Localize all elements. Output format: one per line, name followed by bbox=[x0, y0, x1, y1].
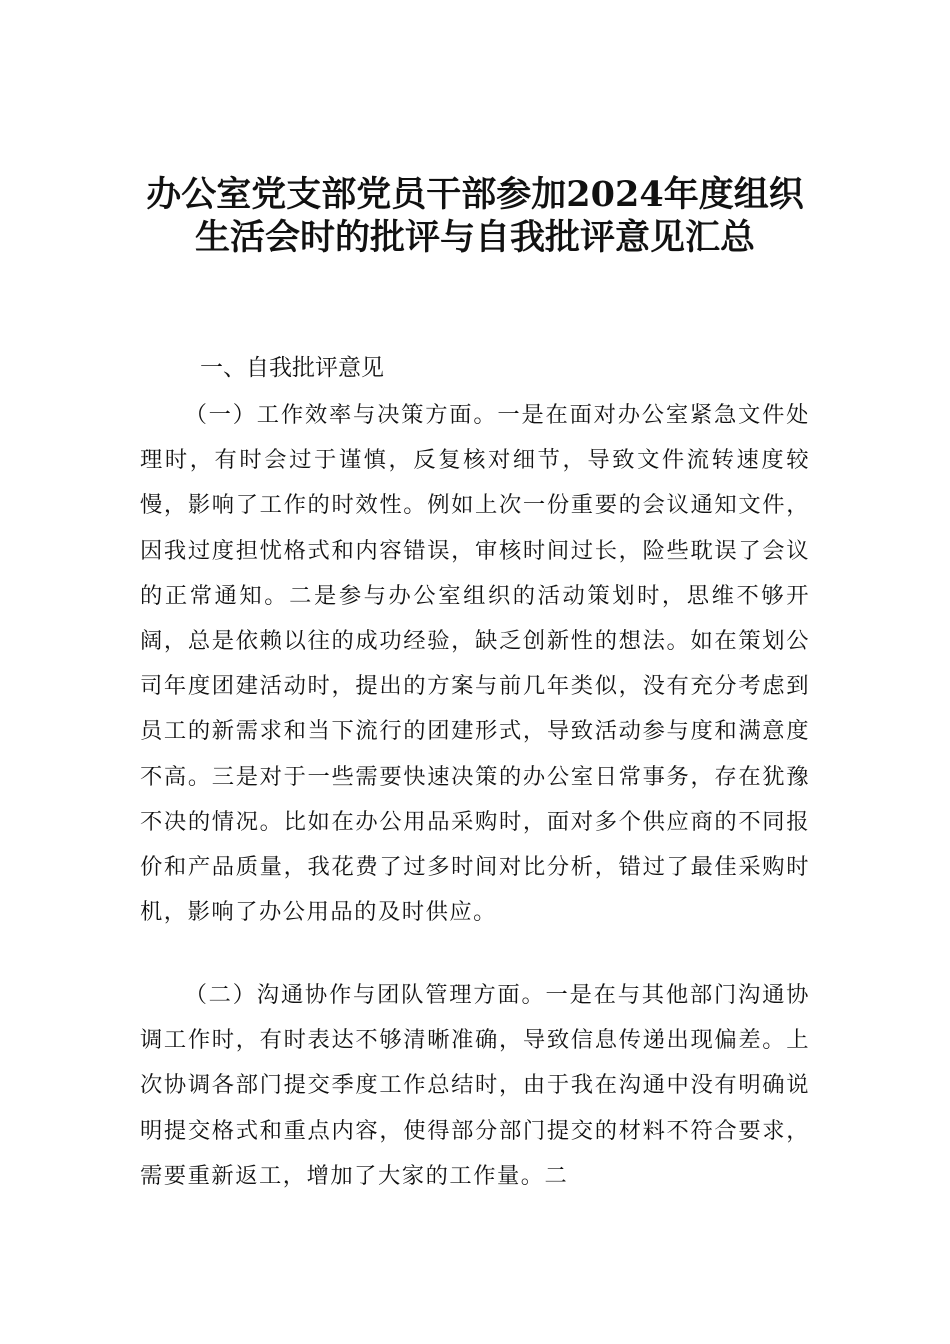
document-title-line-2: 生活会时的批评与自我批评意见汇总 bbox=[194, 217, 755, 258]
paragraph-body: 一是在与其他部门沟通协调工作时，有时表达不够清晰准确，导致信息传递出现偏差。上次协调各部门提交季度工作总结时，由于我在沟通中没有明确说明提交格式和重点内容，使得部分部门提交的材料不符合要求，需要重新返工，增加了大家的工作量。二 bbox=[140, 982, 810, 1189]
paragraph-communication bbox=[140, 973, 810, 1199]
paragraph-lead: （二）沟通协作与团队管理方面。 bbox=[184, 982, 546, 1008]
paragraph-lead: （一）工作效率与决策方面。 bbox=[184, 402, 498, 428]
document-title-line-1: 办公室党支部党员干部参加2024年度组织 bbox=[146, 174, 804, 215]
paragraph-work-efficiency bbox=[140, 393, 810, 935]
paragraph-body: 一是在面对办公室紧急文件处理时，有时会过于谨慎，反复核对细节，导致文件流转速度较慢，影响了工作的时效性。例如上次一份重要的会议通知文件，因我过度担忧格式和内容错误，审核时间过长，险些耽误了会议的正常通知。二是参与办公室组织的活动策划时，思维不够开阔，总是依赖以往的成功经验，缺乏创新性的想法。如在策划公司年度团建活动时，提出的方案与前几年类似，没有充分考虑到员工的新需求和当下流行的团建形式，导致活动参与度和满意度不高。三是对于一些需要快速决策的办公室日常事务，存在犹豫不决的情况。比如在办公用品采购时，面对多个供应商的不同报价和产品质量，我花费了过多时间对比分析，错过了最佳采购时机，影响了办公用品的及时供应。 bbox=[140, 402, 810, 926]
section-heading-self-criticism: 一、自我批评意见 bbox=[200, 355, 384, 381]
